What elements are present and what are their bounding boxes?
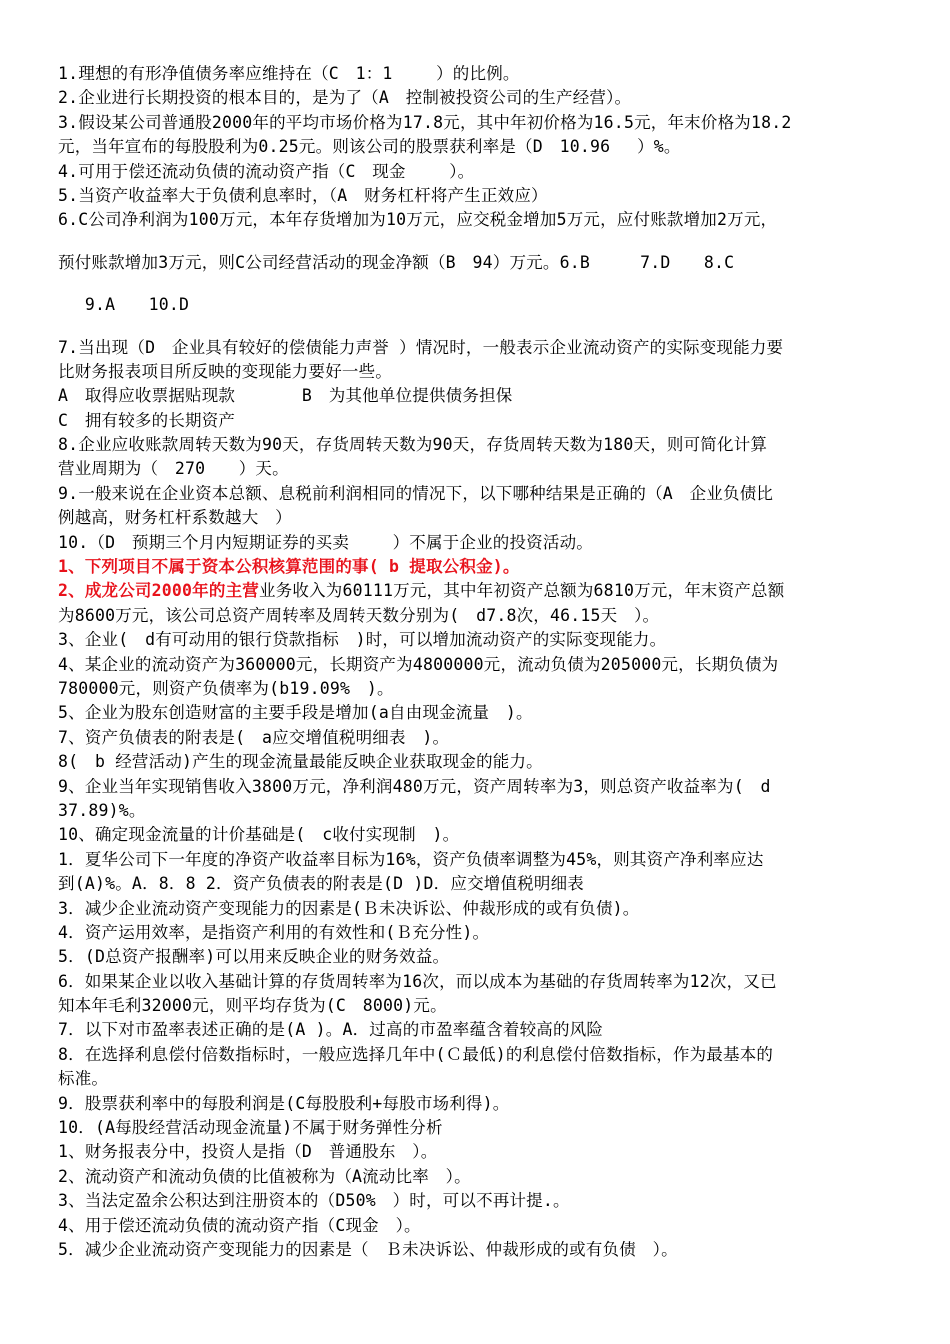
text-line: 9．股票获利率中的每股利润是(C每股股利+每股市场利得)。 <box>58 1093 510 1113</box>
text-line: 为8600万元，该公司总资产周转率及周转天数分别为( d7.8次，46.15天 ）。 <box>58 605 660 625</box>
text-line: 6.C公司净利润为100万元，本年存货增加为10万元，应交税金增加5万元，应付账款增加2万元， <box>58 210 778 230</box>
text-line: 3．减少企业流动资产变现能力的因素是(Ｂ未决诉讼、仲裁形成的或有负债)。 <box>58 898 640 918</box>
text-line: 2.企业进行长期投资的根本目的，是为了（A 控制被投资公司的生产经营）。 <box>58 88 632 108</box>
text-line: 4.可用于偿还流动负债的流动资产指（C 现金 ）。 <box>58 161 475 181</box>
text-line: 2、流动资产和流动负债的比值被称为（A流动比率 ）。 <box>58 1166 471 1186</box>
text-line: 4．资产运用效率，是指资产利用的有效性和(Ｂ充分性)。 <box>58 922 490 942</box>
text-line: 3.假设某公司普通股2000年的平均市场价格为17.8元，其中年初价格为16.5元，年末价格为18.2 <box>58 112 792 132</box>
text-line: 比财务报表项目所反映的变现能力要好一些。 <box>58 361 392 381</box>
text-line: 3、当法定盈余公积达到注册资本的（D50% ）时，可以不再计提.。 <box>58 1191 570 1211</box>
text-line: 9.一般来说在企业资本总额、息税前利润相同的情况下，以下哪种结果是正确的（A 企业负债比 <box>58 483 774 503</box>
text-line: 8．在选择利息偿付倍数指标时，一般应选择几年中(Ｃ最低)的利息偿付倍数指标，作为最基本的 <box>58 1044 774 1064</box>
text-segment: 业务收入为60111万元，其中年初资产总额为6810万元，年末资产总额 <box>258 581 785 601</box>
text-line: 8( b 经营活动)产生的现金流量最能反映企业获取现金的能力。 <box>58 752 543 772</box>
text-line: 8.企业应收账款周转天数为90天，存货周转天数为90天，存货周转天数为180天，则可简化计算 <box>58 435 768 455</box>
text-line: 1、财务报表分中，投资人是指（D 普通股东 ）。 <box>58 1142 438 1162</box>
text-line: 知本年毛利32000元，则平均存货为(C 8000)元。 <box>58 996 447 1016</box>
text-line: 5．减少企业流动资产变现能力的因素是（ Ｂ未决诉讼、仲裁形成的或有负债 ）。 <box>58 1239 678 1259</box>
text-line: 1.理想的有形净值债务率应维持在（C 1：1 ）的比例。 <box>58 64 520 83</box>
text-line: 6．如果某企业以收入基础计算的存货周转率为16次，而以成本为基础的存货周转率为12次，又已 <box>58 971 777 991</box>
text-line: 例越高，财务杠杆系数越大 ） <box>58 508 292 528</box>
text-line: 7.当出现（D 企业具有较好的偿债能力声誉 ）情况时，一般表示企业流动资产的实际变现能力要 <box>58 337 784 357</box>
text-line: 10.（D 预期三个月内短期证券的买卖 ）不属于企业的投资活动。 <box>58 532 593 552</box>
text-line: 37.89)%。 <box>58 800 146 820</box>
text-line: 标准。 <box>58 1069 109 1089</box>
text-line: 7．以下对市盈率表述正确的是(A )。A．过高的市盈率蕴含着较高的风险 <box>58 1020 604 1040</box>
text-line: A 取得应收票据贴现款 B 为其他单位提供债务担保 <box>58 386 513 406</box>
text-line: 4、用于偿还流动负债的流动资产指（C现金 ）。 <box>58 1215 421 1235</box>
text-line: 9、企业当年实现销售收入3800万元，净利润480万元，资产周转率为3，则总资产收益率为( d <box>58 776 771 796</box>
text-line: 10．(A每股经营活动现金流量)不属于财务弹性分析 <box>58 1118 443 1138</box>
text-line: 10、确定现金流量的计价基础是( c收付实现制 )。 <box>58 825 460 845</box>
text-line: 9.A 10.D <box>58 295 190 315</box>
text-line: 预付账款增加3万元，则C公司经营活动的现金净额（B 94）万元。6.B 7.D 8.C <box>58 252 735 272</box>
text-line-mixed <box>58 579 900 603</box>
text-line: 营业周期为（ 270 ）天。 <box>58 459 289 479</box>
highlighted-question: 1、下列项目不属于资本公积核算范围的事( b 提取公积金)。 <box>58 557 520 577</box>
text-line: 1．夏华公司下一年度的净资产收益率目标为16%，资产负债率调整为45%，则其资产净利率应达 <box>58 849 764 869</box>
text-line: 3、企业( d有可动用的银行贷款指标 )时，可以增加流动资产的实际变现能力。 <box>58 630 667 650</box>
text-line: C 拥有较多的长期资产 <box>58 410 236 430</box>
text-line: 元，当年宣布的每股股利为0.25元。则该公司的股票获利率是（D 10.96 ）%。 <box>58 137 681 157</box>
text-line: 5、企业为股东创造财富的主要手段是增加(a自由现金流量 )。 <box>58 703 533 723</box>
text-line: 5.当资产收益率大于负债利息率时，（A 财务杠杆将产生正效应） <box>58 185 548 205</box>
text-line: 7、资产负债表的附表是( a应交增值税明细表 )。 <box>58 727 450 747</box>
text-line: 5．(D总资产报酬率)可以用来反映企业的财务效益。 <box>58 947 450 967</box>
text-line: 780000元，则资产负债率为(b19.09% )。 <box>58 678 394 698</box>
text-line: 到(A)%。A．8．8 2．资产负债表的附表是(D )D．应交增值税明细表 <box>58 874 584 894</box>
text-line: 4、某企业的流动资产为360000元，长期资产为4800000元，流动负债为205000元，长期负债为 <box>58 654 779 674</box>
highlighted-text: 2、成龙公司2000年的主营 <box>58 581 259 601</box>
